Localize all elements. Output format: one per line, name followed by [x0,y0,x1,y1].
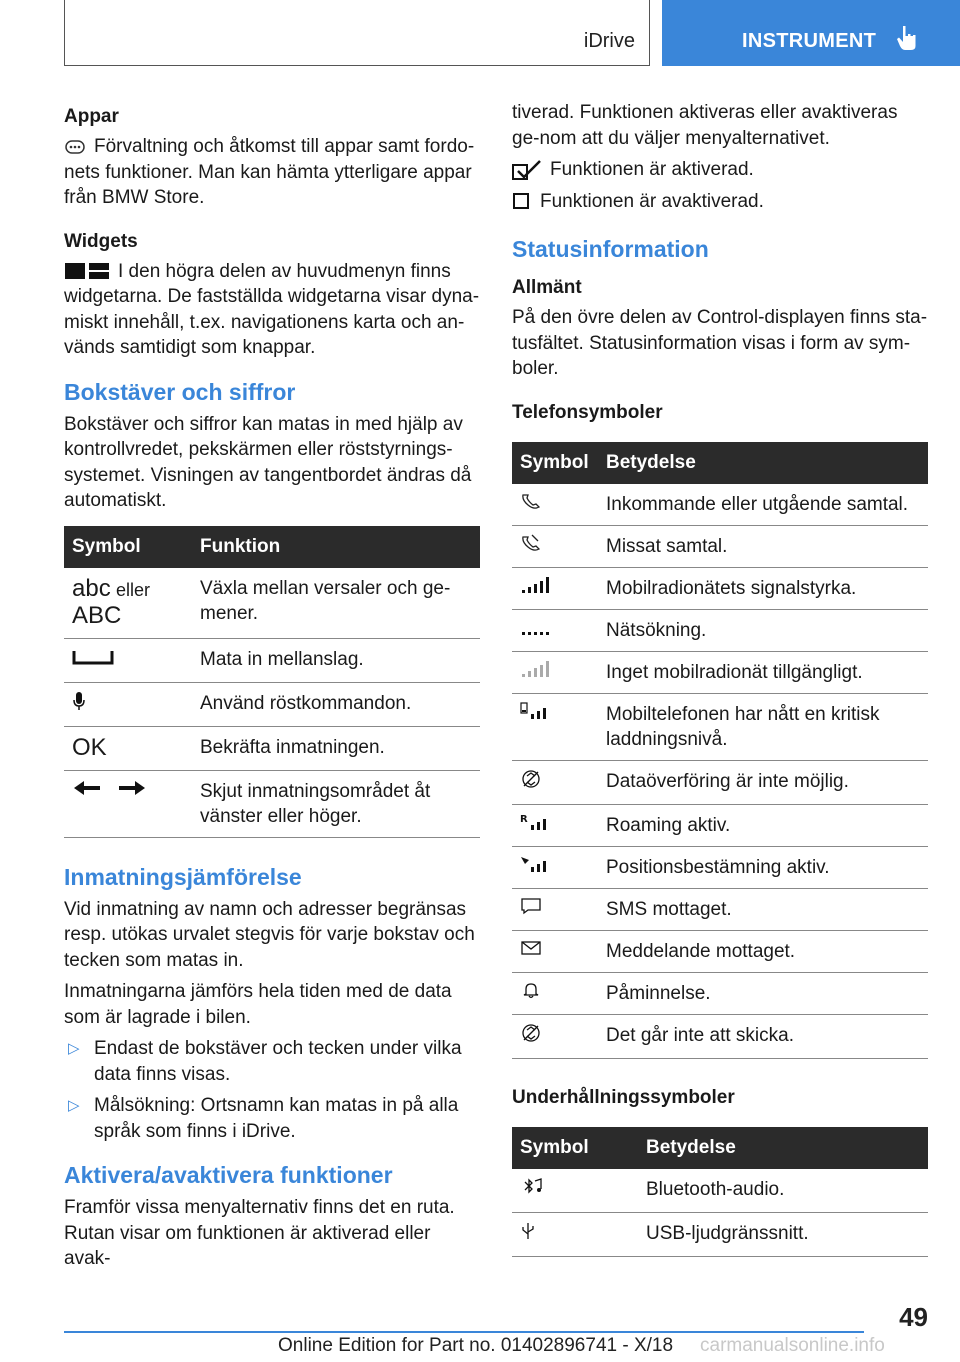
unchecked-line: Funktionen är avaktiverad. [512,189,928,215]
page-number: 49 [899,1302,928,1332]
space-icon [72,647,114,667]
microphone-icon [72,691,86,711]
table-row [512,846,928,888]
phone-symbol-table [512,442,928,1059]
page-header [0,0,960,66]
table-row [64,638,480,682]
table-row [512,525,928,567]
triangle-bullet-icon: ▷ [68,1040,80,1057]
arrow-left-icon [72,779,102,797]
table-cell: Skjut inmatningsområdet åt vänster eller höger. [192,770,480,837]
table-cell: Missat samtal. [598,525,928,567]
apps-icon [64,138,86,156]
tab-instrument[interactable] [662,0,960,66]
inmatning-text-1: Vid inmatning av namn och adresser begränsas resp. utökas urvalet stegvis för varje bokstav och tecken som matas in. [64,898,475,971]
widgets-paragraph [64,259,480,361]
table-cell: SMS mottaget. [598,888,928,930]
phone-call-icon [520,492,542,510]
low-battery-icon [520,702,550,720]
table-header-symbol: Symbol [512,1127,638,1169]
appar-heading: Appar [64,106,119,127]
network-search-icon [520,618,550,636]
table-row [512,760,928,804]
table-row [512,930,928,972]
table-row [512,804,928,846]
bell-icon [520,981,542,999]
table-cell: Nätsökning. [598,609,928,651]
table-row [64,726,480,770]
table-cell: Inget mobilradionät tillgängligt. [598,651,928,693]
touch-hand-icon [894,24,920,52]
table-header-row [512,1127,928,1169]
table-cell: Påminnelse. [598,972,928,1014]
mail-icon [520,939,542,957]
table-header-function: Funktion [192,526,480,568]
table-row [512,1212,928,1256]
checkbox-unchecked-icon [512,191,532,211]
arrow-right-icon [117,779,147,797]
allmant-heading: Allmänt [512,277,582,298]
table-header-meaning: Betydelse [598,442,928,484]
ok-symbol: OK [72,733,107,761]
tab-idrive-label: iDrive [583,30,635,52]
checked-line: Funktionen är aktiverad. [512,157,928,183]
status-heading: Statusinformation [512,236,709,262]
roaming-icon [520,813,550,831]
allmant-text: På den övre delen av Control-displayen finns sta-tusfältet. Statusinformation visas i form av sym-boler. [512,307,928,379]
appar-text: Förvaltning och åtkomst till appar samt fordo-nets funktioner. Man kan hämta ytterligare appar från BMW Store. [64,136,475,208]
table-row [512,972,928,1014]
edition-text: Online Edition for Part no. 01402896741 - X/18 [278,1335,674,1356]
watermark: carmanualsonline.info [700,1335,885,1356]
table-row [512,693,928,760]
table-cell: USB-ljudgränssnitt. [638,1212,928,1256]
widgets-icon [64,261,110,281]
table-header-meaning: Betydelse [638,1127,928,1169]
no-data-icon [520,769,542,789]
table-cell: Positionsbestämning aktiv. [598,846,928,888]
aktivera-heading: Aktivera/avaktivera funktioner [64,1162,393,1188]
send-failed-icon [520,1023,542,1043]
table-cell: Dataöverföring är inte möjlig. [598,760,928,804]
table-cell: Inkommande eller utgående samtal. [598,484,928,526]
table-cell: Använd röstkommandon. [192,682,480,726]
table-cell: Det går inte att skicka. [598,1014,928,1058]
underhall-heading: Underhållningssymboler [512,1086,735,1108]
triangle-bullet-icon: ▷ [68,1097,80,1114]
tab-instrument-label: INSTRUMENT [742,30,877,52]
table-cell: Mobiltelefonen har nått en kritisk laddningsnivå. [598,693,928,760]
table-row [64,682,480,726]
appar-paragraph [64,134,480,211]
entertainment-symbol-table [512,1127,928,1257]
sms-icon [520,897,542,915]
usb-icon [520,1221,536,1241]
continued-text: tiverad. Funktionen aktiveras eller avaktiveras ge-nom att du väljer menyalternativet. [512,102,898,149]
table-cell: Bekräfta inmatningen. [192,726,480,770]
or-label: eller [115,579,150,600]
aktivera-text: Framför vissa menyalternativ finns det en ruta. Rutan visar om funktionen är aktiverad eller avak- [64,1197,455,1269]
signal-strength-icon [520,576,550,594]
right-column [512,100,928,1257]
table-header-row [64,526,480,568]
list-item: ▷ Målsökning: Ortsnamn kan matas in på alla språk som finns i iDrive. [68,1095,459,1142]
telefon-heading: Telefonsymboler [512,401,663,423]
table-cell: Meddelande mottaget. [598,930,928,972]
widgets-text: I den högra delen av huvudmenyn finns widgetarna. De fastställda widgetarna visar dyna-miskt innehåll, t.ex. navigationens karta och an-vänds samtidigt som knappar. [64,260,480,358]
table-cell: Mata in mellanslag. [192,638,480,682]
table-cell: Växla mellan versaler och ge-mener. [192,568,480,639]
table-cell: Mobilradionätets signalstyrka. [598,567,928,609]
left-column [64,100,480,1278]
bokstaver-text: Bokstäver och siffror kan matas in med hjälp av kontrollvredet, pekskärmen eller röststyrnings-systemet. Visningen av tangentbordet ändras då automatiskt. [64,413,472,511]
bullet-list [64,1036,480,1144]
table-cell: Roaming aktiv. [598,804,928,846]
table-row [512,651,928,693]
case-toggle-symbol [64,568,192,639]
table-row [512,484,928,526]
table-row [512,567,928,609]
tab-idrive[interactable] [64,0,650,66]
svg-text:R: R [520,813,528,825]
positioning-icon [520,855,550,873]
bluetooth-audio-icon [520,1177,544,1197]
table-cell: Bluetooth-audio. [638,1169,928,1213]
table-row [512,609,928,651]
no-signal-icon [520,660,550,678]
uppercase-symbol: ABC [72,601,122,629]
table-row [64,568,480,639]
footer-divider [64,1331,864,1333]
table-row [64,770,480,837]
input-symbol-table [64,526,480,838]
table-row [512,1169,928,1213]
widgets-heading: Widgets [64,230,138,252]
inmatning-heading: Inmatningsjämförelse [64,863,302,890]
inmatning-text-2: Inmatningarna jämförs hela tiden med de data som är lagrade i bilen. [64,981,452,1028]
lowercase-symbol: abc [72,574,111,602]
table-row [512,888,928,930]
list-item: ▷ Endast de bokstäver och tecken under vilka data finns visas. [68,1038,462,1085]
table-header-symbol: Symbol [64,526,192,568]
checkbox-checked-icon [512,160,542,180]
table-header-row [512,442,928,484]
bokstaver-heading: Bokstäver och siffror [64,378,296,405]
table-row [512,1014,928,1058]
table-header-symbol: Symbol [512,442,598,484]
missed-call-icon [520,534,542,552]
